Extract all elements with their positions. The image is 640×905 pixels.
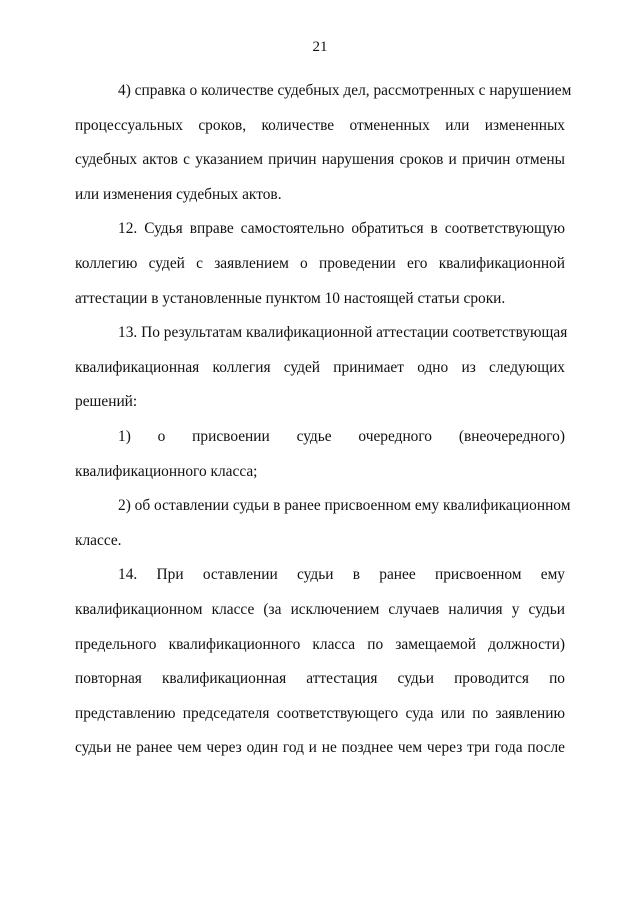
paragraph-item-1 [75,420,565,489]
text-line: процессуальных сроков, количестве отмененных или измененных [75,116,565,134]
paragraph-12 [75,212,565,316]
text-line: судебных актов с указанием причин нарушения сроков и причин отмены [75,151,565,169]
text-line: судьи не ранее чем через один год и не позднее чем через три года после [75,739,565,757]
text-line: предельного квалификационного класса по замещаемой должности) [75,635,565,653]
text-line: решений: [75,393,138,411]
paragraph-item-2 [75,489,571,558]
text-line: классе. [75,531,122,549]
text-line: 13. По результатам квалификационной аттестации соответствующая [118,324,568,342]
text-line: 12. Судья вправе самостоятельно обратиться в соответствующую [118,220,565,238]
text-line: 14. При оставлении судьи в ранее присвоенном ему [118,566,565,584]
text-line: коллегию судей с заявлением о проведении его квалификационной [75,254,565,272]
paragraph-item-4 [75,74,572,212]
text-line: квалификационном классе (за исключением случаев наличия у судьи [75,600,565,618]
paragraph-14 [75,558,565,766]
text-line: аттестации в установленные пунктом 10 настоящей статьи сроки. [75,289,506,307]
text-line: или изменения судебных актов. [75,185,282,203]
text-line: представлению председателя соответствующего суда или по заявлению [75,704,565,722]
text-line: квалификационная коллегия судей принимает одно из следующих [75,358,565,376]
text-line: 2) об оставлении судьи в ранее присвоенном ему квалификационном [118,497,571,515]
document-body [75,74,572,766]
text-line: повторная квалификационная аттестация судьи проводится по [75,670,565,688]
page-number: 21 [312,39,328,55]
text-line: 4) справка о количестве судебных дел, рассмотренных с нарушением [118,82,572,99]
text-line: квалификационного класса; [75,462,258,480]
text-line: 1) о присвоении судье очередного (внеочередного) [118,427,565,445]
paragraph-13 [75,316,568,420]
